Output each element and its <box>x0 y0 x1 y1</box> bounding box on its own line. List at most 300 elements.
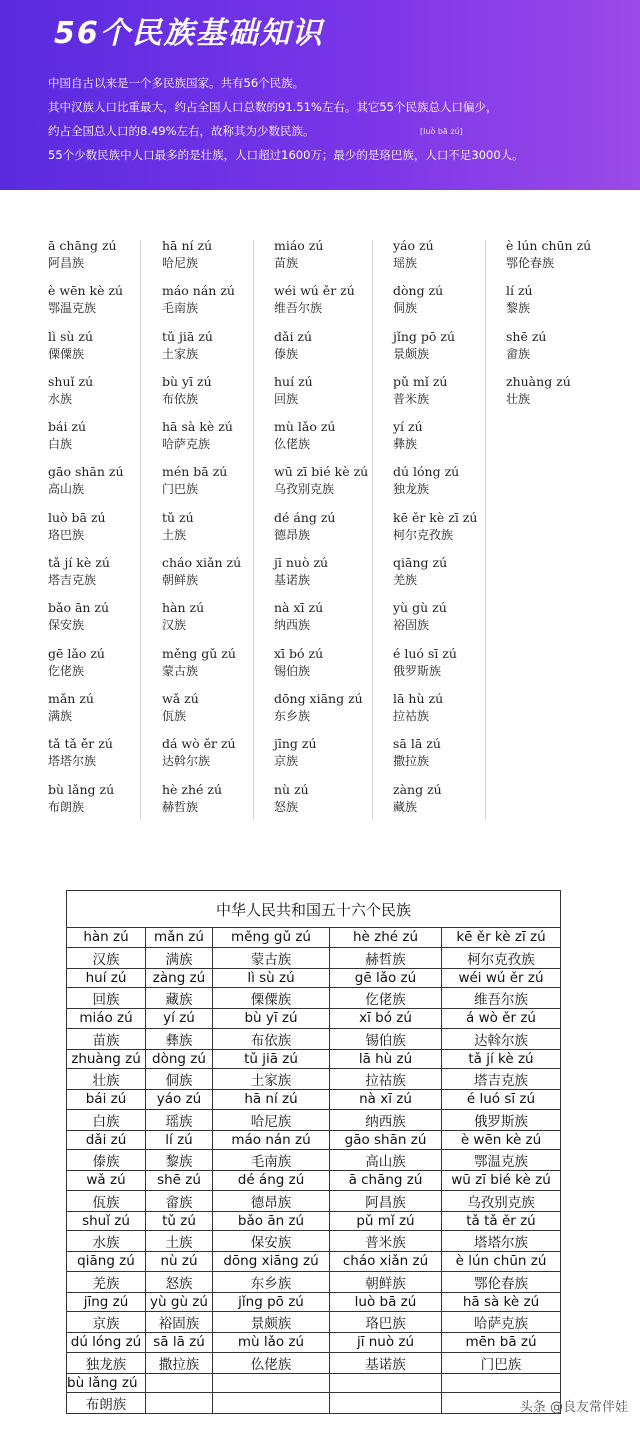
table-cell-pinyin: hè zhé zú <box>330 928 442 948</box>
ethnic-group-entry <box>393 554 505 599</box>
ethnic-group-entry <box>393 418 505 463</box>
ethnic-group-entry <box>274 463 386 508</box>
ethnic-group-name: 撒拉族 <box>393 754 430 769</box>
table-cell-pinyin: tǎ jí kè zú <box>442 1049 561 1069</box>
table-cell-name: 侗族 <box>146 1069 213 1090</box>
pinyin: hè zhé zú <box>162 781 223 797</box>
table-cell-name: 基诺族 <box>330 1352 442 1373</box>
table-cell-name: 满族 <box>146 947 213 968</box>
ethnic-group-entry <box>393 282 505 327</box>
pinyin: bù yī zú <box>162 373 212 389</box>
table-cell-name: 朝鲜族 <box>330 1271 442 1292</box>
pinyin: bù lǎng zú <box>48 781 115 797</box>
ethnic-group-entry <box>506 328 618 373</box>
pinyin: tǔ zú <box>162 509 194 525</box>
pinyin: jǐng pō zú <box>393 328 456 344</box>
table-cell-name: 维吾尔族 <box>442 988 561 1009</box>
ethnic-group-entry <box>48 237 160 282</box>
table-row-name <box>67 1069 561 1090</box>
table-cell-name: 傈僳族 <box>213 988 330 1009</box>
table-cell-pinyin: wéi wú ěr zú <box>442 968 561 988</box>
table-cell-pinyin: miáo zú <box>67 1009 146 1029</box>
intro-line: 约占全国总人口的8.49%左右，故称其为少数民族。 <box>48 124 315 138</box>
table-cell-name: 东乡族 <box>213 1271 330 1292</box>
table-cell-name: 裕固族 <box>146 1312 213 1333</box>
table-cell-name: 畲族 <box>146 1190 213 1211</box>
header-banner <box>0 0 640 190</box>
ethnic-group-entry <box>274 645 386 690</box>
table-cell-name: 哈萨克族 <box>442 1312 561 1333</box>
table-cell-pinyin: gāo shān zú <box>330 1130 442 1150</box>
table-cell-name: 柯尔克孜族 <box>442 947 561 968</box>
ethnic-group-name: 门巴族 <box>162 482 199 497</box>
table-row-pinyin <box>67 1049 561 1069</box>
table-cell-pinyin: dōng xiāng zú <box>213 1252 330 1272</box>
ethnic-group-name: 普米族 <box>393 391 430 406</box>
ethnic-group-name: 仡佬族 <box>48 663 85 678</box>
pinyin: zhuàng zú <box>506 373 571 389</box>
table-cell-pinyin: shē zú <box>146 1171 213 1191</box>
table-cell-pinyin: bù lǎng zú <box>67 1373 146 1393</box>
ethnic-group-name: 畲族 <box>506 346 531 361</box>
pinyin: hàn zú <box>162 600 205 616</box>
ethnic-group-name: 朝鲜族 <box>162 573 199 588</box>
ethnic-group-entry <box>162 282 274 327</box>
ethnic-group-name: 京族 <box>274 754 299 769</box>
table-row-name <box>67 1028 561 1049</box>
table-cell-name: 水族 <box>67 1231 146 1252</box>
table-cell-name: 塔塔尔族 <box>442 1231 561 1252</box>
pinyin: zàng zú <box>393 781 442 797</box>
pinyin: jī nuò zú <box>274 555 329 571</box>
table-cell-pinyin: kē ěr kè zī zú <box>442 928 561 948</box>
ethnic-group-name: 哈萨克族 <box>162 437 211 452</box>
table-cell-pinyin: luò bā zú <box>330 1292 442 1312</box>
ethnic-group-name: 基诺族 <box>274 573 311 588</box>
ethnic-group-name: 东乡族 <box>274 708 311 723</box>
table-cell-pinyin: zhuàng zú <box>67 1049 146 1069</box>
pinyin: gāo shān zú <box>48 464 124 480</box>
table-cell-name: 苗族 <box>67 1028 146 1049</box>
table-cell-pinyin <box>146 1373 213 1393</box>
ethnic-group-name: 佤族 <box>162 708 187 723</box>
table-row-name <box>67 988 561 1009</box>
ethnic-group-entry <box>274 690 386 735</box>
table-row-name <box>67 1150 561 1171</box>
ethnic-group-entry <box>48 328 160 373</box>
ethnic-group-entry <box>162 690 274 735</box>
ethnic-group-entry <box>393 328 505 373</box>
table-cell-pinyin: tǔ zú <box>146 1211 213 1231</box>
table-cell-pinyin: xī bó zú <box>330 1009 442 1029</box>
table-row-pinyin <box>67 1090 561 1110</box>
pinyin: luò bā zú <box>48 509 106 525</box>
pinyin: dé áng zú <box>274 509 336 525</box>
ethnic-group-name: 锡伯族 <box>274 663 311 678</box>
ethnic-group-name: 哈尼族 <box>162 256 199 270</box>
intro-line: 55个少数民族中人口最多的是壮族，人口超过1600万；最少的是珞巴族，人口不足3000人。 <box>48 148 524 162</box>
table-row-pinyin <box>67 1252 561 1272</box>
table-cell-name: 藏族 <box>146 988 213 1009</box>
pinyin: xī bó zú <box>274 645 324 661</box>
table-cell-name: 仡佬族 <box>330 988 442 1009</box>
ethnic-group-name: 德昂族 <box>274 527 311 542</box>
table-cell-pinyin: nù zú <box>146 1252 213 1272</box>
table-cell-pinyin <box>213 1373 330 1393</box>
table-row-pinyin <box>67 968 561 988</box>
pinyin: tǎ tǎ ěr zú <box>48 736 113 752</box>
table-cell-pinyin: è lún chūn zú <box>442 1252 561 1272</box>
ethnic-group-name: 拉祜族 <box>393 708 430 723</box>
pinyin: ā chāng zú <box>48 238 117 253</box>
table-cell-pinyin: hā sà kè zú <box>442 1292 561 1312</box>
table-row-name <box>67 1352 561 1373</box>
table-row-name <box>67 947 561 968</box>
pinyin: qiāng zú <box>393 555 448 571</box>
table-row-name <box>67 1393 561 1414</box>
table-row-name <box>67 1109 561 1130</box>
ethnic-group-name: 壮族 <box>506 391 531 406</box>
ethnic-group-name: 彝族 <box>393 437 418 452</box>
table-row-name <box>67 1271 561 1292</box>
ethnic-group-name: 回族 <box>274 391 299 406</box>
pinyin: lā hù zú <box>393 690 444 706</box>
table-cell-name: 撒拉族 <box>146 1352 213 1373</box>
table-cell-name: 佤族 <box>67 1190 146 1211</box>
table-cell-pinyin: mù lǎo zú <box>213 1333 330 1353</box>
table-row-pinyin <box>67 1130 561 1150</box>
pinyin: nà xī zú <box>274 600 324 616</box>
ethnic-group-entry <box>274 509 386 554</box>
pinyin: tǔ jiā zú <box>162 328 213 344</box>
table-cell-name: 达斡尔族 <box>442 1028 561 1049</box>
ethnic-group-entry <box>162 599 274 644</box>
table-row-pinyin <box>67 1009 561 1029</box>
ethnic-group-entry <box>162 463 274 508</box>
table-cell-name: 傣族 <box>67 1150 146 1171</box>
table-cell-pinyin: shuǐ zú <box>67 1211 146 1231</box>
table-row-pinyin <box>67 1171 561 1191</box>
table-row-name <box>67 1190 561 1211</box>
ethnic-group-name: 景颇族 <box>393 346 430 361</box>
ethnic-group-entry <box>393 599 505 644</box>
intro-line: 中国自古以来是一个多民族国家。共有56个民族。 <box>48 76 305 90</box>
table-cell-name: 独龙族 <box>67 1352 146 1373</box>
table-cell-name: 壮族 <box>67 1069 146 1090</box>
table-cell-name: 珞巴族 <box>330 1312 442 1333</box>
table-cell-name: 乌孜别克族 <box>442 1190 561 1211</box>
ethnic-group-name: 仫佬族 <box>274 437 311 452</box>
ethnic-group-name: 独龙族 <box>393 482 430 497</box>
pinyin: hā ní zú <box>162 238 213 253</box>
table-cell-name: 回族 <box>67 988 146 1009</box>
pinyin: wéi wú ěr zú <box>274 283 355 299</box>
ethnic-group-entry <box>274 554 386 599</box>
ethnic-group-name: 纳西族 <box>274 618 311 633</box>
table-cell-name: 景颇族 <box>213 1312 330 1333</box>
ethnic-group-name: 怒族 <box>274 799 299 814</box>
pinyin: měng gǔ zú <box>162 645 236 661</box>
table-cell-name: 保安族 <box>213 1231 330 1252</box>
ethnic-group-name: 土族 <box>162 527 187 542</box>
table-cell-name: 门巴族 <box>442 1352 561 1373</box>
ethnic-group-name: 毛南族 <box>162 301 199 316</box>
table-cell-name: 阿昌族 <box>330 1190 442 1211</box>
pinyin: è wēn kè zú <box>48 283 124 299</box>
pinyin: jīng zú <box>274 736 317 752</box>
pinyin: shē zú <box>506 328 547 344</box>
ethnic-group-entry <box>48 418 160 463</box>
ethnic-group-entry <box>393 645 505 690</box>
table-cell-name: 普米族 <box>330 1231 442 1252</box>
intro-line: 其中汉族人口比重最大，约占全国人口总数的91.51%左右。其它55个民族总人口偏少， <box>48 100 498 114</box>
ethnic-group-name: 鄂伦春族 <box>506 256 555 270</box>
table-title: 中华人民共和国五十六个民族 <box>67 891 561 928</box>
ethnic-group-entry <box>274 373 386 418</box>
pinyin: mù lǎo zú <box>274 419 336 435</box>
ethnic-group-name: 白族 <box>48 437 73 452</box>
table-cell-pinyin: é luó sī zú <box>442 1090 561 1110</box>
ethnic-group-name: 蒙古族 <box>162 663 199 678</box>
pinyin: dōng xiāng zú <box>274 690 363 706</box>
table-cell-pinyin <box>330 1373 442 1393</box>
ethnic-group-name: 藏族 <box>393 799 418 814</box>
pinyin: gē lǎo zú <box>48 645 105 661</box>
table-cell-name: 鄂伦春族 <box>442 1271 561 1292</box>
table-cell-name: 拉祜族 <box>330 1069 442 1090</box>
table-cell-name: 怒族 <box>146 1271 213 1292</box>
table-cell-name <box>330 1393 442 1414</box>
table-cell-name: 瑶族 <box>146 1109 213 1130</box>
pinyin: shuǐ zú <box>48 373 94 389</box>
ethnic-group-entry <box>393 781 505 826</box>
pinyin: dǎi zú <box>274 328 313 344</box>
table-row-pinyin <box>67 1292 561 1312</box>
table-cell-name: 蒙古族 <box>213 947 330 968</box>
pinyin: é luó sī zú <box>393 645 457 661</box>
ethnic-group-name: 裕固族 <box>393 618 430 633</box>
table-cell-pinyin: yáo zú <box>146 1090 213 1110</box>
table-cell-pinyin: sā lā zú <box>146 1333 213 1353</box>
table-cell-pinyin: mēn bā zú <box>442 1333 561 1353</box>
watermark: 头条 @良友常伴娃 <box>519 1400 628 1415</box>
ethnic-group-name: 土家族 <box>162 346 199 361</box>
table-row-pinyin <box>67 1333 561 1353</box>
table-cell-name: 布朗族 <box>67 1393 146 1414</box>
table-cell-name: 纳西族 <box>330 1109 442 1130</box>
ethnic-group-entry <box>162 554 274 599</box>
intro-text <box>48 71 524 167</box>
table-cell-name <box>146 1393 213 1414</box>
table-cell-pinyin: bái zú <box>67 1090 146 1110</box>
pinyin: yù gù zú <box>393 600 447 616</box>
ethnic-group-name: 苗族 <box>274 256 299 270</box>
ethnic-group-entry <box>162 237 274 282</box>
table-cell-name: 黎族 <box>146 1150 213 1171</box>
pinyin: máo nán zú <box>162 283 235 299</box>
table-cell-pinyin: qiāng zú <box>67 1252 146 1272</box>
ethnic-group-entry <box>48 554 160 599</box>
table-cell-pinyin: yí zú <box>146 1009 213 1029</box>
table-row-pinyin <box>67 928 561 948</box>
grid-column <box>393 237 505 826</box>
pinyin: mén bā zú <box>162 464 228 480</box>
table-cell-pinyin: jīng zú <box>67 1292 146 1312</box>
ethnic-group-entry <box>393 509 505 554</box>
pinyin: dá wò ěr zú <box>162 736 236 752</box>
pinyin-annotation: [luò bā zú] <box>420 127 463 136</box>
ethnic-group-entry <box>162 781 274 826</box>
table-cell-pinyin: tǎ tǎ ěr zú <box>442 1211 561 1231</box>
ethnic-group-entry <box>274 599 386 644</box>
ethnic-group-entry <box>48 645 160 690</box>
pinyin: pǔ mǐ zú <box>393 373 448 389</box>
ethnic-group-name: 傈僳族 <box>48 346 85 361</box>
ethnic-groups-table-wrap <box>66 890 561 1414</box>
ethnic-group-name: 羌族 <box>393 573 418 588</box>
ethnic-group-name: 布朗族 <box>48 799 85 814</box>
ethnic-group-entry <box>48 373 160 418</box>
table-cell-pinyin: bù yī zú <box>213 1009 330 1029</box>
pinyin: hā sà kè zú <box>162 419 233 435</box>
table-cell-name: 鄂温克族 <box>442 1150 561 1171</box>
table-cell-name: 塔吉克族 <box>442 1069 561 1090</box>
table-cell-pinyin: lā hù zú <box>330 1049 442 1069</box>
ethnic-group-name: 布依族 <box>162 391 199 406</box>
table-cell-pinyin: mǎn zú <box>146 928 213 948</box>
pinyin: mǎn zú <box>48 690 94 706</box>
table-cell-name: 哈尼族 <box>213 1109 330 1130</box>
table-cell-name <box>213 1393 330 1414</box>
table-cell-name: 白族 <box>67 1109 146 1130</box>
table-cell-name: 布依族 <box>213 1028 330 1049</box>
ethnic-group-entry <box>506 282 618 327</box>
table-cell-name: 锡伯族 <box>330 1028 442 1049</box>
ethnic-group-entry <box>393 735 505 780</box>
table-cell-name: 汉族 <box>67 947 146 968</box>
ethnic-group-entry <box>506 237 618 282</box>
ethnic-group-name: 傣族 <box>274 346 299 361</box>
ethnic-group-name: 塔塔尔族 <box>48 754 97 769</box>
pinyin: bǎo ān zú <box>48 600 110 616</box>
ethnic-group-name: 柯尔克孜族 <box>393 527 454 542</box>
table-row-name <box>67 1231 561 1252</box>
table-cell-pinyin: zàng zú <box>146 968 213 988</box>
ethnic-group-name: 满族 <box>48 708 73 723</box>
ethnic-group-entry <box>162 735 274 780</box>
grid-column <box>162 237 274 826</box>
pinyin: miáo zú <box>274 238 324 253</box>
pinyin: huí zú <box>274 373 313 389</box>
ethnic-group-entry <box>162 509 274 554</box>
ethnic-group-entry <box>48 509 160 554</box>
ethnic-group-entry <box>274 735 386 780</box>
table-cell-name: 俄罗斯族 <box>442 1109 561 1130</box>
table-cell-pinyin: hàn zú <box>67 928 146 948</box>
table-cell-pinyin: ā chāng zú <box>330 1171 442 1191</box>
table-cell-pinyin <box>442 1373 561 1393</box>
ethnic-group-entry <box>274 418 386 463</box>
table-cell-name: 京族 <box>67 1312 146 1333</box>
table-cell-pinyin: dú lóng zú <box>67 1333 146 1353</box>
ethnic-group-entry <box>48 690 160 735</box>
ethnic-group-name: 鄂温克族 <box>48 301 97 316</box>
pinyin: nù zú <box>274 781 309 797</box>
ethnic-group-entry <box>274 282 386 327</box>
ethnic-group-entry <box>48 463 160 508</box>
table-cell-pinyin: gē lǎo zú <box>330 968 442 988</box>
ethnic-group-name: 塔吉克族 <box>48 573 97 588</box>
pinyin: wū zī bié kè zú <box>274 464 369 480</box>
table-cell-pinyin: lì sù zú <box>213 968 330 988</box>
ethnic-group-entry <box>162 328 274 373</box>
pinyin: yí zú <box>393 419 423 435</box>
pinyin: bái zú <box>48 419 87 435</box>
table-cell-name: 土族 <box>146 1231 213 1252</box>
ethnic-group-name: 瑶族 <box>393 256 418 270</box>
page-title: 56个民族基础知识 <box>54 16 324 51</box>
pinyin: lí zú <box>506 283 533 299</box>
ethnic-group-name: 俄罗斯族 <box>393 663 442 678</box>
pinyin: yáo zú <box>393 238 434 253</box>
table-cell-pinyin: měng gǔ zú <box>213 928 330 948</box>
table-cell-pinyin: dòng zú <box>146 1049 213 1069</box>
table-cell-name: 土家族 <box>213 1069 330 1090</box>
table-cell-pinyin: dǎi zú <box>67 1130 146 1150</box>
pinyin: sā lā zú <box>393 736 441 752</box>
table-cell-pinyin: tǔ jiā zú <box>213 1049 330 1069</box>
table-cell-name: 毛南族 <box>213 1150 330 1171</box>
ethnic-groups-table <box>66 890 561 1414</box>
ethnic-group-entry <box>162 373 274 418</box>
ethnic-group-name: 高山族 <box>48 482 85 497</box>
ethnic-group-entry <box>274 328 386 373</box>
ethnic-group-entry <box>393 237 505 282</box>
table-cell-name: 高山族 <box>330 1150 442 1171</box>
table-body <box>67 928 561 1414</box>
table-cell-pinyin: cháo xiǎn zú <box>330 1252 442 1272</box>
table-cell-name: 赫哲族 <box>330 947 442 968</box>
ethnic-group-name: 阿昌族 <box>48 256 85 270</box>
table-cell-pinyin: á wò ěr zú <box>442 1009 561 1029</box>
pinyin: dòng zú <box>393 283 444 299</box>
table-cell-name: 羌族 <box>67 1271 146 1292</box>
ethnic-group-name: 侗族 <box>393 301 418 316</box>
table-cell-pinyin: hā ní zú <box>213 1090 330 1110</box>
grid-column <box>48 237 160 826</box>
ethnic-group-grid <box>0 232 640 822</box>
table-cell-pinyin: jǐng pō zú <box>213 1292 330 1312</box>
table-cell-pinyin: pǔ mǐ zú <box>330 1211 442 1231</box>
ethnic-group-entry <box>48 599 160 644</box>
table-row-pinyin <box>67 1211 561 1231</box>
pinyin: è lún chūn zú <box>506 238 592 253</box>
table-cell-pinyin: è wēn kè zú <box>442 1130 561 1150</box>
table-cell-name: 德昂族 <box>213 1190 330 1211</box>
ethnic-group-name: 珞巴族 <box>48 527 85 542</box>
ethnic-group-entry <box>393 373 505 418</box>
pinyin: cháo xiǎn zú <box>162 555 242 571</box>
table-row-pinyin <box>67 1373 561 1393</box>
ethnic-group-entry <box>274 237 386 282</box>
ethnic-group-entry <box>274 781 386 826</box>
pinyin: kē ěr kè zī zú <box>393 509 478 525</box>
ethnic-group-entry <box>48 282 160 327</box>
pinyin: tǎ jí kè zú <box>48 555 110 571</box>
ethnic-group-entry <box>393 463 505 508</box>
ethnic-group-entry <box>506 373 618 418</box>
table-cell-pinyin: bǎo ān zú <box>213 1211 330 1231</box>
